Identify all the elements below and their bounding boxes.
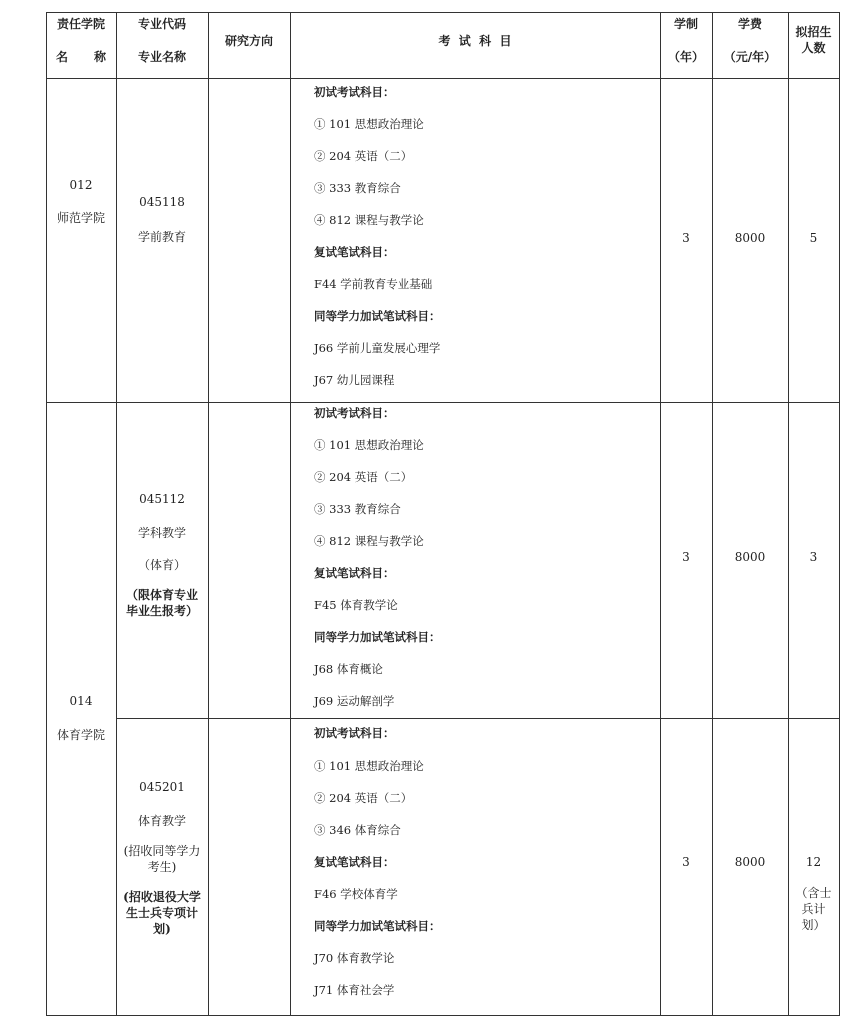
- quota-value: 3: [809, 550, 818, 564]
- exam-line: ④ 812 课程与教学论: [314, 534, 424, 548]
- major-note-line2: 生士兵专项计: [125, 906, 198, 920]
- table-border-bottom: [46, 1015, 840, 1016]
- major-code: 045118: [139, 195, 185, 209]
- exam-line: ② 204 英语（二）: [314, 470, 413, 484]
- header-divider: [46, 78, 840, 79]
- major-note-line2: 毕业生报考）: [125, 604, 198, 618]
- exam-line: ① 101 思想政治理论: [314, 117, 424, 131]
- college-code: 012: [69, 178, 93, 192]
- major-note-line1: (招收退役大学: [123, 890, 201, 904]
- major-subtitle: （体育）: [137, 558, 186, 572]
- exam-line: ③ 346 体育综合: [314, 823, 401, 837]
- fee-value: 8000: [734, 231, 766, 245]
- exam-line: ④ 812 课程与教学论: [314, 213, 424, 227]
- header-major-line1: 专业代码: [137, 17, 186, 31]
- table-border-left: [46, 12, 47, 1016]
- header-quota-line2: 人数: [801, 41, 826, 55]
- fee-value: 8000: [734, 550, 766, 564]
- quota-note-line3: 划）: [801, 918, 826, 932]
- admission-table: [46, 12, 840, 1016]
- row-divider-1: [46, 402, 840, 403]
- header-direction: 研究方向: [224, 34, 273, 48]
- quota-note-line1: （含士: [795, 886, 832, 900]
- fee-value: 8000: [734, 855, 766, 869]
- duration-value: 3: [682, 855, 690, 869]
- exam-line: 复试笔试科目：: [314, 566, 395, 580]
- col-divider-major: [208, 12, 209, 1016]
- exam-line: 同等学力加试笔试科目：: [314, 630, 441, 644]
- table-border-right: [839, 12, 840, 1016]
- exam-line: F44 学前教育专业基础: [314, 277, 433, 291]
- quota-value: 5: [809, 231, 818, 245]
- college-name: 体育学院: [56, 728, 105, 742]
- major-subtitle-line1: (招收同等学力: [123, 844, 201, 858]
- college-code: 014: [69, 694, 93, 708]
- table-border-top: [46, 12, 840, 13]
- duration-value: 3: [682, 231, 690, 245]
- exam-line: 复试笔试科目：: [314, 245, 395, 259]
- quota-note-line2: 兵计: [801, 902, 826, 916]
- exam-line: 初试考试科目：: [314, 406, 395, 420]
- duration-value: 3: [682, 550, 690, 564]
- exam-line: ③ 333 教育综合: [314, 502, 401, 516]
- col-divider-direction: [290, 12, 291, 1016]
- exam-line: ③ 333 教育综合: [314, 181, 401, 195]
- major-name: 学科教学: [137, 526, 186, 540]
- major-note-line3: 划): [153, 922, 171, 936]
- header-exam: 考 试 科 目: [438, 34, 512, 48]
- header-fee-line2: （元/年）: [723, 50, 777, 64]
- college-name: 师范学院: [56, 211, 105, 225]
- major-code: 045112: [139, 492, 185, 506]
- row-divider-2: [116, 718, 840, 719]
- exam-line: 初试考试科目：: [314, 726, 395, 740]
- header-duration-line2: （年）: [667, 50, 704, 64]
- major-name: 学前教育: [137, 230, 186, 244]
- header-fee-line1: 学费: [737, 17, 762, 31]
- header-college-line2a: 名: [56, 50, 69, 64]
- exam-line: J70 体育教学论: [314, 951, 395, 965]
- exam-line: 同等学力加试笔试科目：: [314, 919, 441, 933]
- exam-line: ① 101 思想政治理论: [314, 759, 424, 773]
- exam-line: J66 学前儿童发展心理学: [314, 341, 441, 355]
- exam-line: 复试笔试科目：: [314, 855, 395, 869]
- exam-line: ① 101 思想政治理论: [314, 438, 424, 452]
- header-duration-line1: 学制: [673, 17, 698, 31]
- header-quota-line1: 拟招生: [795, 25, 832, 39]
- header-college-line2b: 称: [94, 50, 107, 64]
- exam-line: F45 体育教学论: [314, 598, 398, 612]
- exam-line: 初试考试科目：: [314, 85, 395, 99]
- major-note-line1: （限体育专业: [125, 588, 198, 602]
- exam-line: J68 体育概论: [314, 662, 383, 676]
- major-code: 045201: [139, 780, 185, 794]
- exam-line: J69 运动解剖学: [314, 694, 395, 708]
- exam-line: J67 幼儿园课程: [314, 373, 395, 387]
- header-college-line1: 责任学院: [56, 17, 105, 31]
- exam-line: ② 204 英语（二）: [314, 791, 413, 805]
- header-major-line2: 专业名称: [137, 50, 186, 64]
- exam-line: 同等学力加试笔试科目：: [314, 309, 441, 323]
- major-subtitle-line2: 考生): [147, 860, 177, 874]
- quota-value: 12: [805, 855, 822, 869]
- major-name: 体育教学: [137, 814, 186, 828]
- exam-line: F46 学校体育学: [314, 887, 398, 901]
- exam-line: J71 体育社会学: [314, 983, 395, 997]
- exam-line: ② 204 英语（二）: [314, 149, 413, 163]
